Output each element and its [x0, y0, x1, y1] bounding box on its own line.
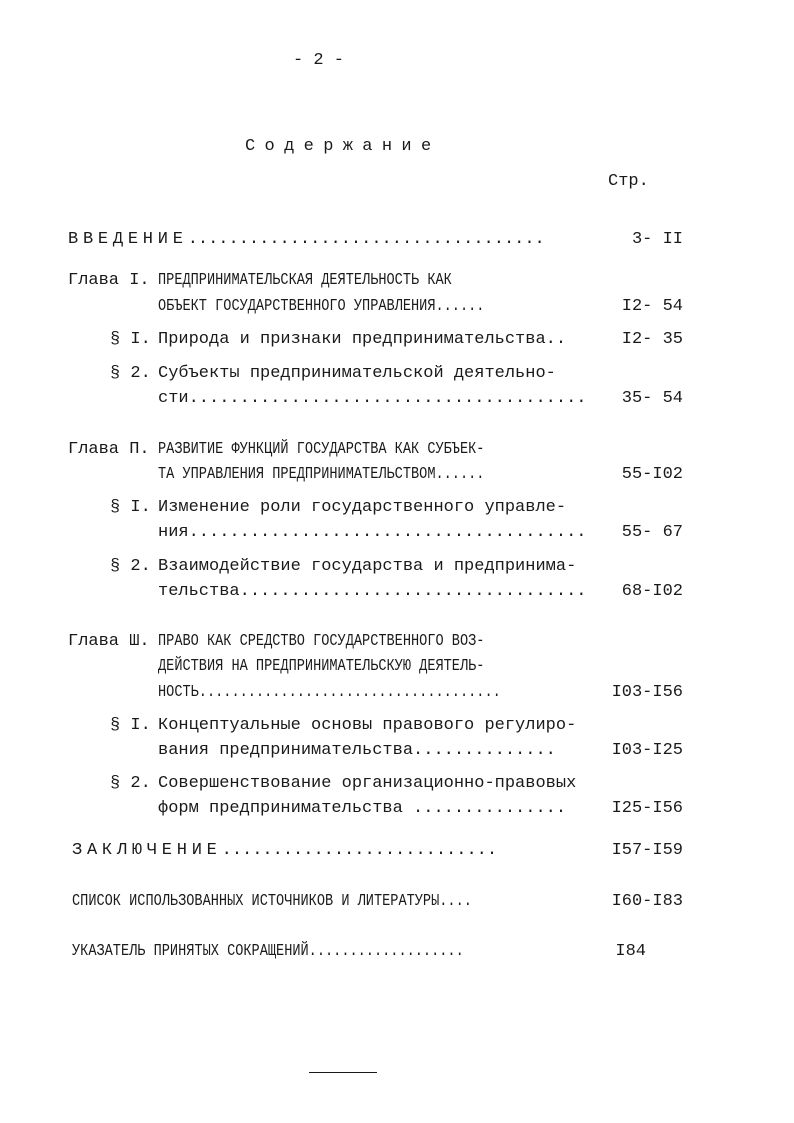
toc-entry-sources: СПИСОК ИСПОЛЬЗОВАННЫХ ИСТОЧНИКОВ И ЛИТЕРАТУРЫ.... [72, 892, 472, 911]
section-1-2-mark: § 2. [110, 364, 151, 383]
chapter-1-pages: I2- 54 [621, 297, 683, 316]
section-1-2-pages: 35- 54 [621, 389, 683, 408]
chapter-3-prefix: Глава Ш. [68, 632, 150, 651]
section-3-2-title-line-2: форм предпринимательства ............... [158, 799, 567, 818]
toc-leader-dots: ........................... [221, 841, 498, 860]
section-3-1-title-line-1: Концептуальные основы правового регулиро- [158, 716, 577, 735]
section-3-1-title-line-2: вания предпринимательства.............. [158, 741, 556, 760]
conclusion-pages: I57-I59 [611, 841, 683, 860]
chapter-1-title-line-2: ОБЪЕКТ ГОСУДАРСТВЕННОГО УПРАВЛЕНИЯ...... [158, 297, 485, 316]
section-2-1-title-line-1: Изменение роли государственного управле- [158, 498, 567, 517]
chapter-2-pages: 55-I02 [621, 465, 683, 484]
chapter-1-title-line-1: ПРЕДПРИНИМАТЕЛЬСКАЯ ДЕЯТЕЛЬНОСТЬ КАК [158, 271, 452, 290]
section-3-2-title-line-1: Совершенствование организационно-правовых [158, 774, 577, 793]
section-2-2-pages: 68-I02 [621, 582, 683, 601]
section-3-2-mark: § 2. [110, 774, 151, 793]
page-column-header: Стр. [608, 172, 649, 191]
toc-entry-intro [68, 231, 545, 248]
toc-entry-label: ВВЕДЕНИЕ [68, 230, 188, 249]
toc-entry-conclusion [72, 842, 497, 859]
section-1-2-title-line-1: Субъекты предпринимательской деятельно- [158, 364, 556, 383]
chapter-2-title-line-1: РАЗВИТИЕ ФУНКЦИЙ ГОСУДАРСТВА КАК СУБЪЕК- [158, 440, 485, 459]
chapter-2-title-line-2: ТА УПРАВЛЕНИЯ ПРЕДПРИНИМАТЕЛЬСТВОМ...... [158, 465, 485, 484]
chapter-2-prefix: Глава П. [68, 440, 150, 459]
section-3-1-mark: § I. [110, 716, 151, 735]
page-number: - 2 - [293, 51, 345, 70]
toc-leader-dots: ................................... [187, 230, 545, 249]
sources-pages: I60-I83 [611, 892, 683, 911]
section-1-1-title: Природа и признаки предпринимательства.. [158, 330, 567, 349]
section-2-1-title-line-2: ния....................................... [158, 523, 587, 542]
chapter-1-prefix: Глава I. [68, 271, 150, 290]
chapter-3-title-line-3: НОСТЬ..................................... [158, 683, 501, 702]
closing-rule [309, 1072, 377, 1073]
page-title: Содержание [245, 137, 441, 156]
section-2-2-title-line-1: Взаимодействие государства и предпринима- [158, 557, 577, 576]
chapter-3-title-line-1: ПРАВО КАК СРЕДСТВО ГОСУДАРСТВЕННОГО ВОЗ- [158, 632, 485, 651]
section-1-1-mark: § I. [110, 330, 151, 349]
section-3-1-pages: I03-I25 [611, 741, 683, 760]
section-2-2-mark: § 2. [110, 557, 151, 576]
abbreviations-pages: I84 [615, 942, 646, 961]
section-2-1-pages: 55- 67 [621, 523, 683, 542]
section-1-2-title-line-2: сти....................................... [158, 389, 587, 408]
toc-entry-abbreviations: УКАЗАТЕЛЬ ПРИНЯТЫХ СОКРАЩЕНИЙ................... [72, 942, 464, 961]
section-2-2-title-line-2: тельства.................................. [158, 582, 587, 601]
chapter-3-title-line-2: ДЕЙСТВИЯ НА ПРЕДПРИНИМАТЕЛЬСКУЮ ДЕЯТЕЛЬ- [158, 657, 485, 676]
toc-page-range: 3- II [631, 230, 683, 249]
section-3-2-pages: I25-I56 [611, 799, 683, 818]
section-1-1-pages: I2- 35 [621, 330, 683, 349]
section-2-1-mark: § I. [110, 498, 151, 517]
chapter-3-pages: I03-I56 [611, 683, 683, 702]
toc-entry-label: ЗАКЛЮЧЕНИЕ [72, 841, 222, 860]
